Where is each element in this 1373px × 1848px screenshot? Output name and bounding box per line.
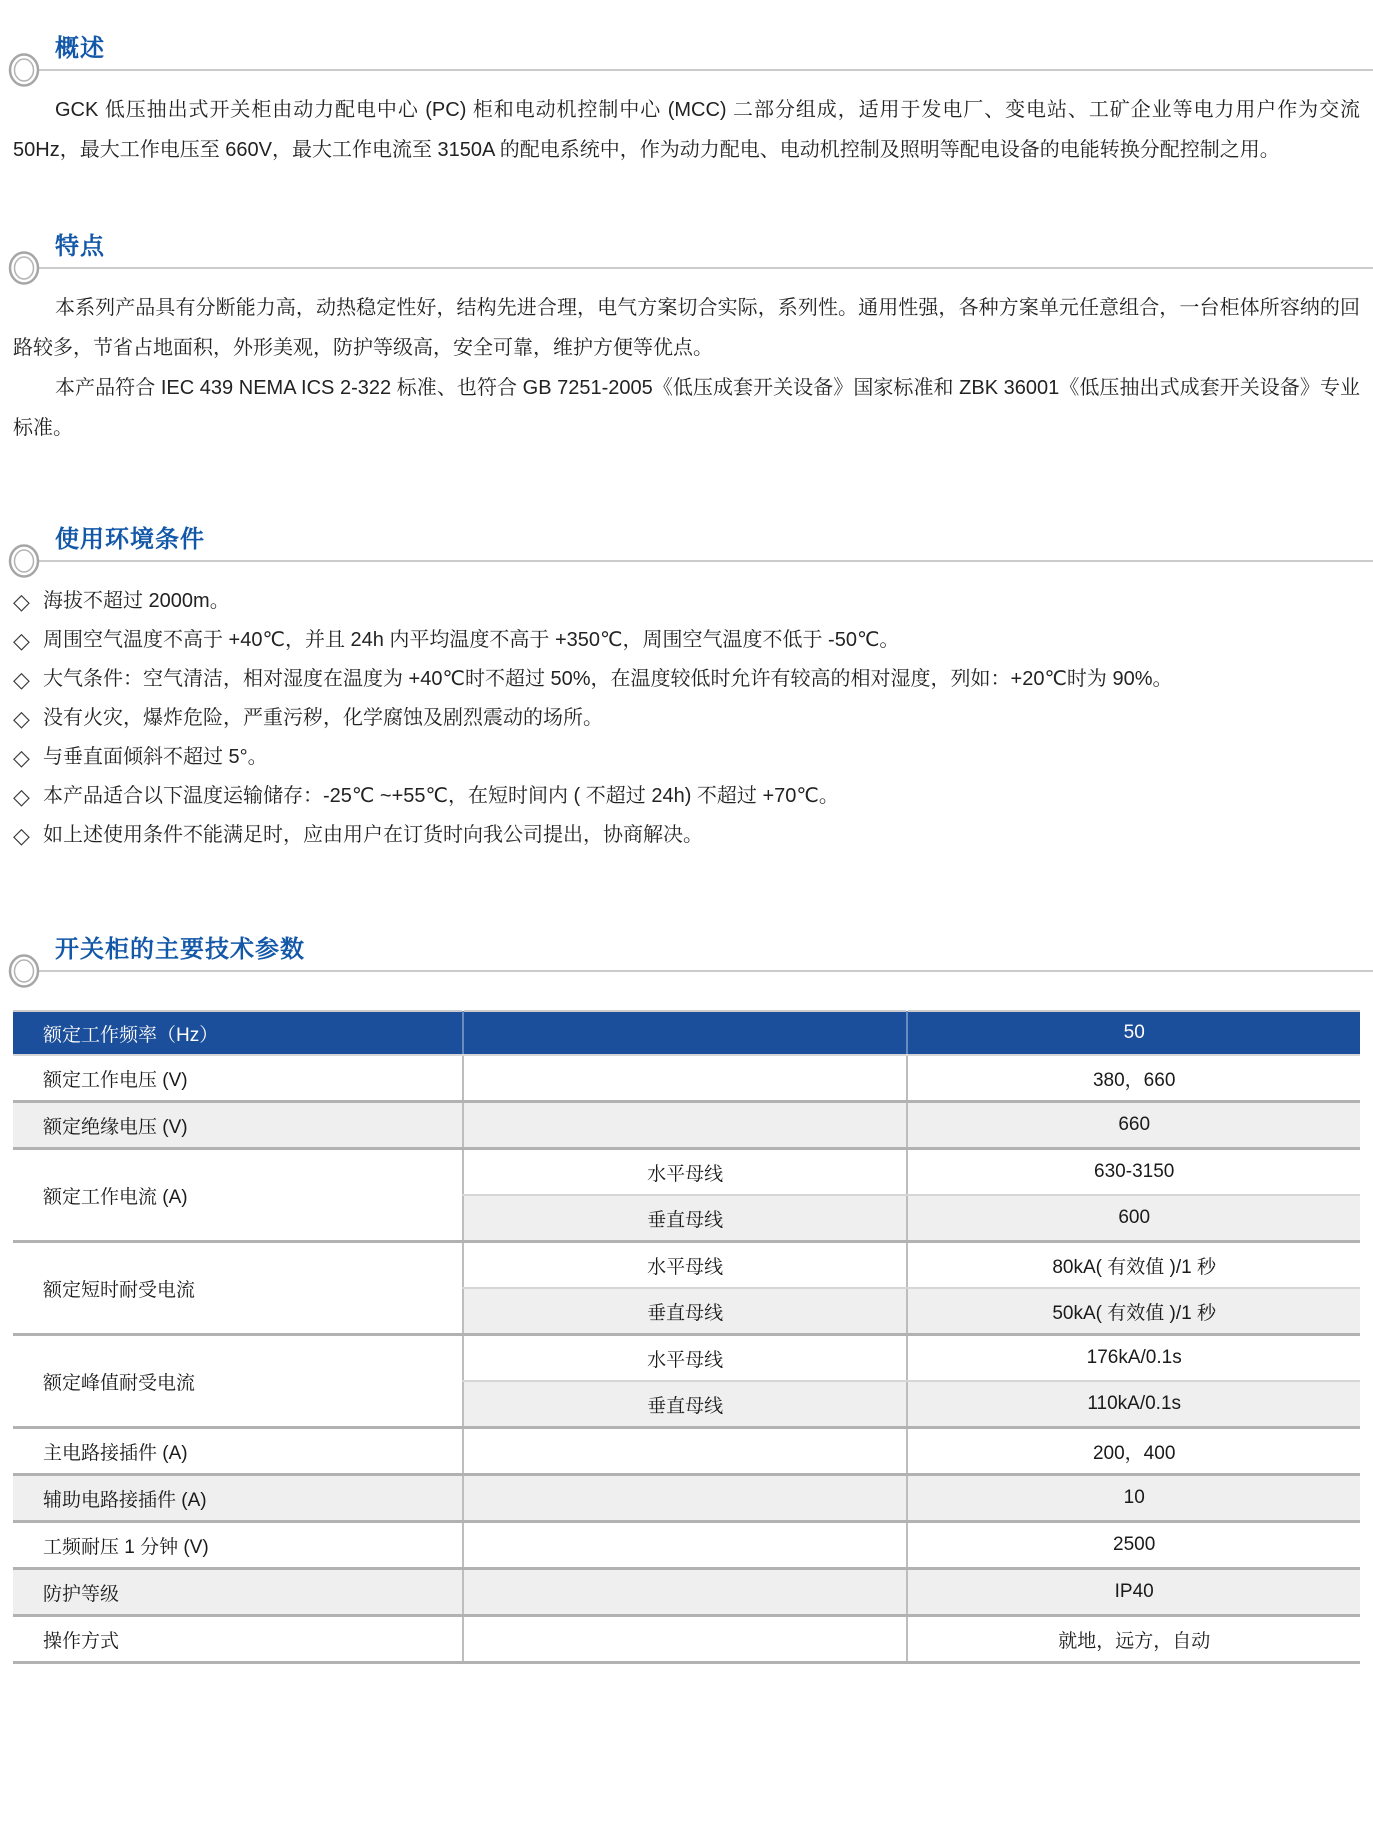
param-name: 主电路接插件 (A) [13, 1428, 463, 1475]
table-row [13, 1149, 1360, 1196]
section-divider [22, 560, 1373, 562]
env-condition-text: 海拔不超过 2000m。 [43, 590, 230, 612]
double-circle-icon [8, 954, 40, 988]
diamond-bullet-icon: ◇ [13, 784, 30, 809]
list-item [13, 660, 1360, 699]
param-value: 80kA( 有效值 )/1 秒 [907, 1242, 1360, 1289]
param-sub [463, 1569, 908, 1616]
param-value: 就地，远方，自动 [907, 1616, 1360, 1663]
table-row [13, 1569, 1360, 1616]
diamond-bullet-icon: ◇ [13, 745, 30, 770]
table-row [13, 1242, 1360, 1289]
env-condition-text: 如上述使用条件不能满足时，应由用户在订货时向我公司提出，协商解决。 [43, 824, 703, 846]
diamond-bullet-icon: ◇ [13, 706, 30, 731]
overview-paragraph: GCK 低压抽出式开关柜由动力配电中心 (PC) 柜和电动机控制中心 (MCC) 二部分组成，适用于发电厂、变电站、工矿企业等电力用户作为交流 50Hz，最大工作电压至 660V，最大工作电流至 3150A 的配电系统中，作为动力配电、电动机控制及照明等配电设备的电能转换分配控制之用。 [13, 99, 1360, 161]
param-sub [463, 1475, 908, 1522]
param-name: 额定绝缘电压 (V) [13, 1102, 463, 1149]
param-value: 630-3150 [907, 1149, 1360, 1196]
param-value: 380，660 [907, 1055, 1360, 1102]
param-name: 操作方式 [13, 1616, 463, 1663]
param-sub: 水平母线 [463, 1242, 908, 1289]
param-value: 2500 [907, 1522, 1360, 1569]
table-row [13, 1102, 1360, 1149]
param-sub [463, 1522, 908, 1569]
section-header-parameters [0, 929, 1373, 975]
table-header-row [13, 1011, 1360, 1055]
env-condition-text: 周围空气温度不高于 +40℃，并且 24h 内平均温度不高于 +350℃，周围空气温度不低于 -50℃。 [43, 629, 900, 651]
section-title-environment: 使用环境条件 [55, 526, 205, 553]
param-name: 额定工作电压 (V) [13, 1055, 463, 1102]
param-value: 600 [907, 1195, 1360, 1242]
double-circle-icon [8, 53, 40, 87]
section-header-features [0, 226, 1373, 272]
param-sub: 垂直母线 [463, 1288, 908, 1335]
param-sub: 垂直母线 [463, 1195, 908, 1242]
diamond-bullet-icon: ◇ [13, 667, 30, 692]
param-name: 额定工作电流 (A) [13, 1149, 463, 1242]
param-sub [463, 1616, 908, 1663]
list-item [13, 738, 1360, 777]
env-condition-text: 本产品适合以下温度运输储存：-25℃ ~+55℃，在短时间内 ( 不超过 24h) 不超过 +70℃。 [43, 785, 839, 807]
diamond-bullet-icon: ◇ [13, 823, 30, 848]
double-circle-icon [8, 544, 40, 578]
param-name: 防护等级 [13, 1569, 463, 1616]
list-item [13, 621, 1360, 660]
param-sub: 垂直母线 [463, 1381, 908, 1428]
section-title-parameters: 开关柜的主要技术参数 [55, 936, 305, 963]
list-item [13, 582, 1360, 621]
section-header-overview [0, 28, 1373, 74]
param-value: 50 [907, 1011, 1360, 1055]
section-title-features: 特点 [55, 233, 105, 260]
param-value: 660 [907, 1102, 1360, 1149]
section-header-environment [0, 519, 1373, 565]
param-sub: 水平母线 [463, 1149, 908, 1196]
param-value: 110kA/0.1s [907, 1381, 1360, 1428]
param-name: 额定峰值耐受电流 [13, 1335, 463, 1428]
diamond-bullet-icon: ◇ [13, 628, 30, 653]
param-sub [463, 1055, 908, 1102]
param-sub: 水平母线 [463, 1335, 908, 1382]
param-sub [463, 1102, 908, 1149]
list-item [13, 699, 1360, 738]
table-row [13, 1522, 1360, 1569]
section-divider [22, 69, 1373, 71]
env-condition-text: 没有火灾，爆炸危险，严重污秽，化学腐蚀及剧烈震动的场所。 [43, 707, 603, 729]
param-name: 辅助电路接插件 (A) [13, 1475, 463, 1522]
table-row [13, 1616, 1360, 1663]
param-name: 额定工作频率（Hz） [13, 1011, 463, 1055]
list-item [13, 816, 1360, 855]
section-divider [22, 267, 1373, 269]
env-condition-text: 与垂直面倾斜不超过 5°。 [43, 746, 268, 768]
param-value: 10 [907, 1475, 1360, 1522]
param-sub [463, 1011, 908, 1055]
param-value: 176kA/0.1s [907, 1335, 1360, 1382]
table-row [13, 1428, 1360, 1475]
table-row [13, 1055, 1360, 1102]
param-value: IP40 [907, 1569, 1360, 1616]
param-value: 200，400 [907, 1428, 1360, 1475]
parameters-table [13, 1010, 1360, 1664]
table-row [13, 1335, 1360, 1382]
param-name: 额定短时耐受电流 [13, 1242, 463, 1335]
param-sub [463, 1428, 908, 1475]
environment-conditions-list [13, 582, 1360, 855]
features-paragraph-1: 本系列产品具有分断能力高，动热稳定性好，结构先进合理，电气方案切合实际，系列性。通用性强，各种方案单元任意组合，一台柜体所容纳的回路较多，节省占地面积，外形美观，防护等级高，安全可靠，维护方便等优点。 [13, 297, 1360, 359]
section-title-overview: 概述 [55, 35, 105, 62]
diamond-bullet-icon: ◇ [13, 589, 30, 614]
param-name: 工频耐压 1 分钟 (V) [13, 1522, 463, 1569]
param-value: 50kA( 有效值 )/1 秒 [907, 1288, 1360, 1335]
env-condition-text: 大气条件：空气清洁，相对湿度在温度为 +40℃时不超过 50%，在温度较低时允许有较高的相对湿度，列如：+20℃时为 90%。 [43, 668, 1173, 690]
features-paragraph-2: 本产品符合 IEC 439 NEMA ICS 2-322 标准、也符合 GB 7251-2005《低压成套开关设备》国家标准和 ZBK 36001《低压抽出式成套开关设备》专业标准。 [13, 377, 1360, 439]
double-circle-icon [8, 251, 40, 285]
list-item [13, 777, 1360, 816]
table-row [13, 1475, 1360, 1522]
section-divider [22, 970, 1373, 972]
